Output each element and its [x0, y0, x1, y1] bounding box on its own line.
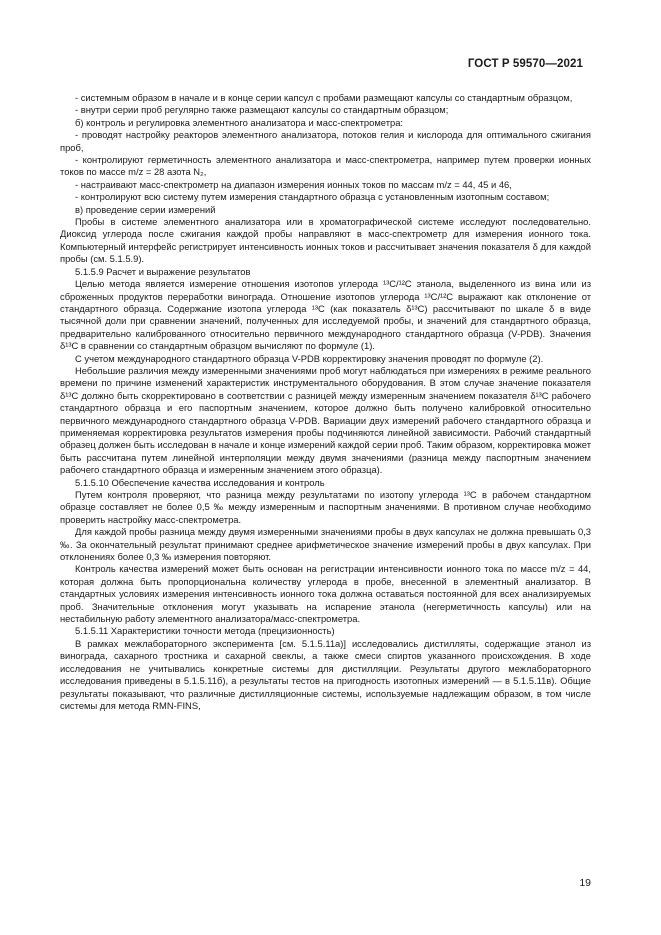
paragraph: В рамках межлабораторного эксперимента [см. 5.1.5.11а)] исследовались дистилляты, содержащие этанол из винограда, сахарного тростника и сахарной свеклы, а также смеси спиртов указанного происхождения. В ходе исследования не учитывались конкретные системы для дистилляции. Результаты другого межлабораторного исследования приведены в 5.1.5.11б), а результаты тестов на пригодность изотопных измерений — в 5.1.5.11в). Общие результаты показывают, что различные дистилляционные системы, используемые надлежащим образом, в том числе системы для метода RMN-FINS,	[60, 637, 591, 711]
paragraph: в) проведение серии измерений	[75, 203, 216, 215]
paragraph: б) контроль и регулировка элементного анализатора и масс-спектрометра:	[75, 116, 404, 128]
paragraph: Небольшие различия между измеренными значениями проб могут наблюдаться при измерениях в режиме реального времени по причине изменений характеристик инструментального оборудования. В этом случае значение показателя δ¹³C должно быть скорректировано в соответствии с разницей между измеренным значением показателя δ¹³C рабочего стандартного образца и его паспортным значением, которое должно быть получено калибровкой относительно первичного международного стандартного образца V-PDB. Вариации двух измерений рабочего стандартного образца и применяемая корректировка результатов измерения пробы подчиняются линейной зависимости. Рабочий стандартный образец должен быть исследован в начале и конце измерений каждой серии проб. Таким образом, корректировка может быть рассчитана путем линейной интерполяции между двумя значениями (разница между паспортным значением рабочего стандартного образца и измеренным значением этого образца).	[60, 364, 591, 476]
paragraph: Целью метода является измерение отношения изотопов углерода ¹³C/¹²C этанола, выделенного из вина или из сброженных продуктов переработки винограда. Отношение изотопов углерода ¹³C/¹²C выражают как отклонение от стандартного образца. Содержание изотопа углерода ¹³C (как показатель δ¹³C) рассчитывают по шкале δ в виде тысячной доли при сравнении значений, полученных для исследуемой пробы, и значений для стандартного образца, предварительно калиброванного относительно первичного международного стандартного образца (V-PDB). Значения δ¹³C в сравнении со стандартным образцом вычисляют по формуле (1).	[60, 278, 591, 352]
paragraph: - настраивают масс-спектрометр на диапазон измерения ионных токов по массам m/z = 44, 45 и 46,	[75, 178, 512, 190]
section-heading: 5.1.5.11 Характеристики точности метода (прецизионность)	[75, 625, 335, 637]
paragraph: Контроль качества измерений может быть основан на регистрации интенсивности ионного тока по массе m/z = 44, которая должна быть пропорциональна количеству углерода в пробе, внесенной в элементный анализатор. В стандартных условиях измерения интенсивность ионного тока должна оставаться постоянной для всех анализируемых проб. Значительные отклонения могут указывать на испарение этанола (негерметичность капсулы) или на нестабильную работу элементного анализатора/масс-спектрометра.	[60, 563, 591, 625]
section-heading: 5.1.5.9 Расчет и выражение результатов	[75, 265, 251, 277]
paragraph: - контролируют герметичность элементного анализатора и масс-спектрометра, например путем проверки ионных токов по массе m/z = 28 азота N₂,	[60, 154, 591, 178]
paragraph: С учетом международного стандартного образца V-PDB корректировку значения проводят по формуле (2).	[75, 352, 544, 364]
paragraph: - контролируют всю систему путем измерения стандартного образца с установленным изотопным составом;	[75, 191, 550, 203]
paragraph: Путем контроля проверяют, что разница между результатами по изотопу углерода ¹³C в рабочем стандартном образце составляет не более 0,5 ‰ между измеренным и паспортным значениями. В противном случае необходимо проверить настройку масс-спектрометра.	[60, 489, 591, 525]
paragraph: - проводят настройку реакторов элементного анализатора, потоков гелия и кислорода для оптимального сжигания проб,	[60, 129, 591, 153]
page-body	[60, 92, 591, 712]
paragraph: Пробы в системе элементного анализатора или в хроматографической системе исследуют последовательно. Диоксид углерода после сжигания каждой пробы направляют в масс-спектрометр для измерения ионного тока. Компьютерный интерфейс регистрирует интенсивность ионных токов и рассчитывает значения показателя δ для каждой пробы (см. 5.1.5.9).	[60, 216, 591, 265]
document-number-header: ГОСТ Р 59570—2021	[467, 58, 583, 70]
page-number: 19	[579, 877, 591, 889]
paragraph: - внутри серии проб регулярно также размещают капсулы со стандартным образцом;	[75, 104, 449, 116]
paragraph: - системным образом в начале и в конце серии капсул с пробами размещают капсулы со стандартным образцом,	[75, 92, 573, 103]
section-heading: 5.1.5.10 Обеспечение качества исследования и контроль	[75, 476, 325, 488]
paragraph: Для каждой пробы разница между двумя измеренными значениями пробы в двух капсулах не должна превышать 0,3 ‰. За окончательный результат принимают среднее арифметическое значение измерений пробы в двух капсулах. При отклонениях более 0,3 ‰ измерения повторяют.	[60, 526, 591, 563]
